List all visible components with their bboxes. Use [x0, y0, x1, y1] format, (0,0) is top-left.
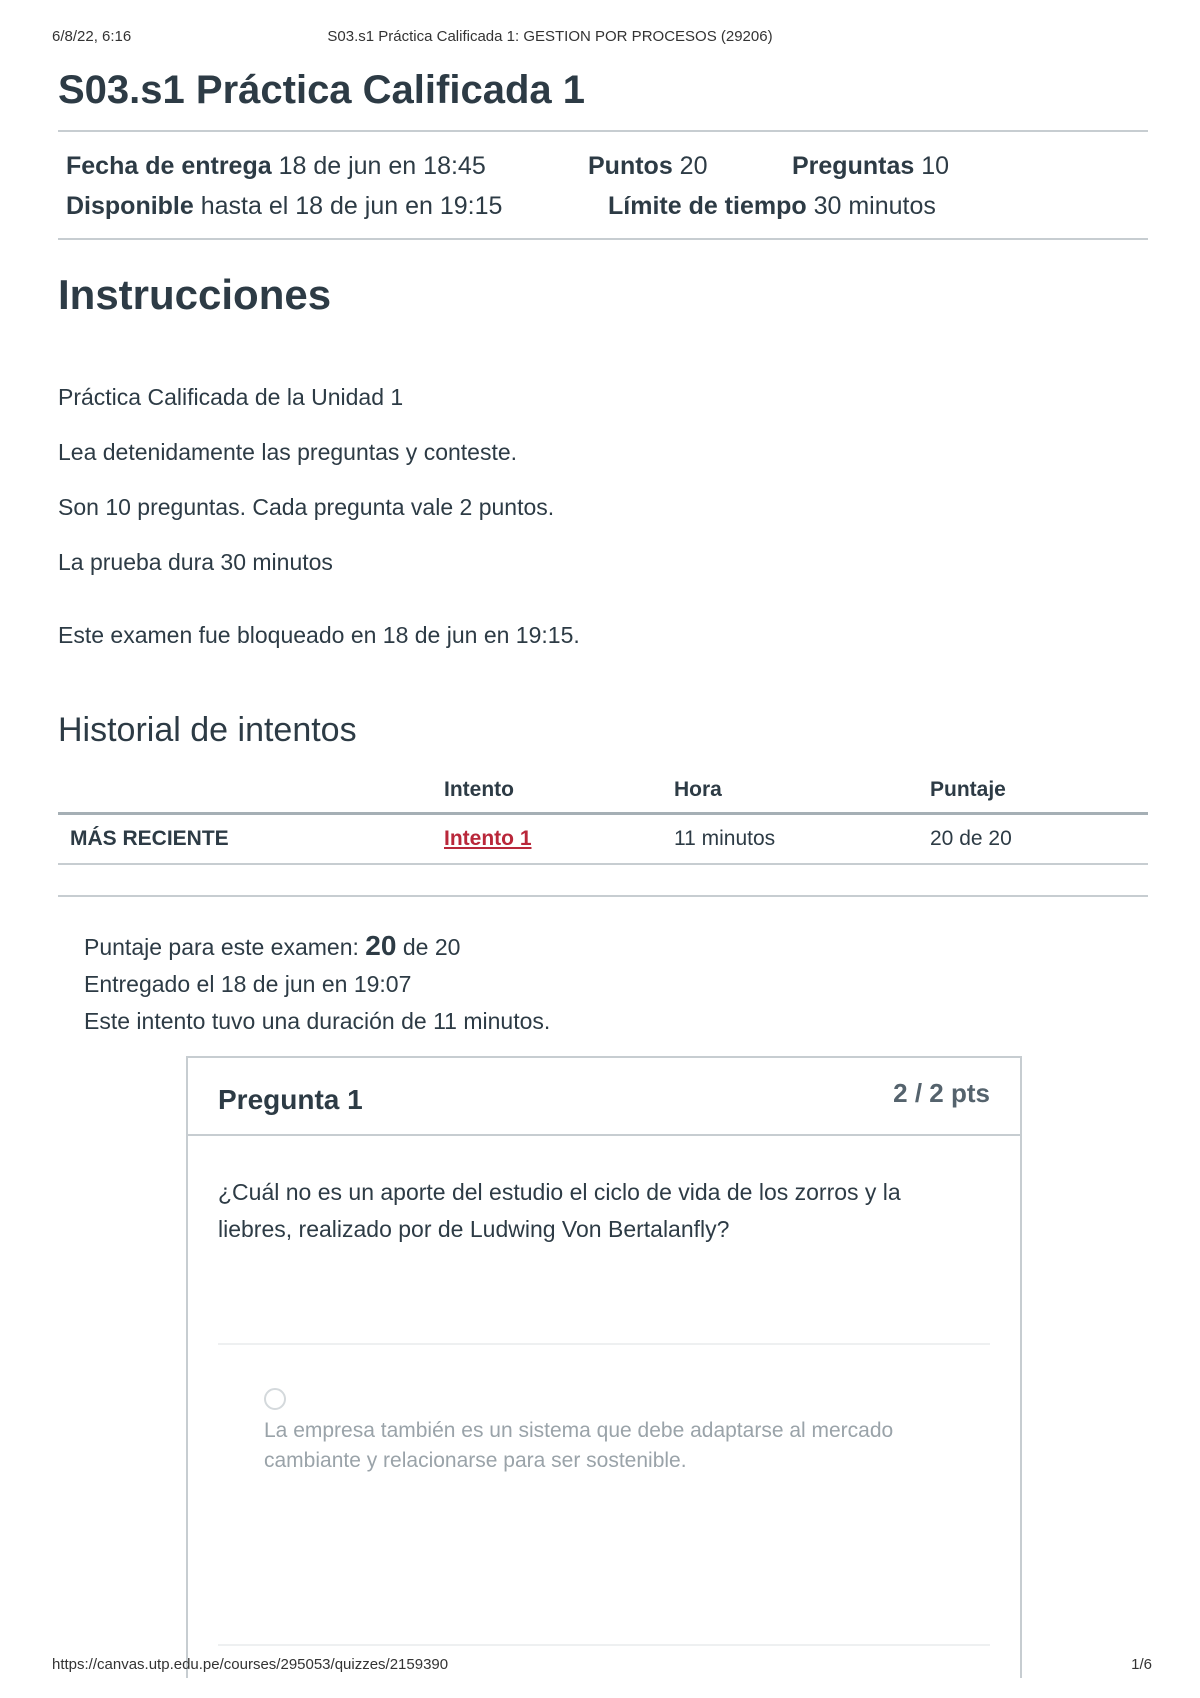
divider: [218, 1644, 990, 1646]
time-limit-label: Límite de tiempo: [608, 192, 807, 220]
score-cell: 20 de 20: [918, 814, 1148, 865]
time-limit-value: 30 minutos: [813, 192, 936, 220]
instruction-line: La prueba dura 30 minutos: [58, 549, 333, 575]
table-row: [58, 814, 1148, 865]
question-text: ¿Cuál no es un aporte del estudio el ciclo de vida de los zorros y la liebres, realizado por de Ludwing Von Bertalanfly?: [218, 1179, 901, 1242]
question-points: 2 / 2 pts: [893, 1078, 990, 1108]
quiz-details: [58, 132, 1148, 238]
most-recent-label: MÁS RECIENTE: [58, 814, 432, 865]
print-date: 6/8/22, 6:16: [52, 28, 132, 45]
available-label: Disponible: [66, 192, 194, 220]
answer-option: [264, 1388, 944, 1476]
divider: [218, 1343, 990, 1345]
column-header-time: Hora: [662, 776, 918, 814]
questions-label: Preguntas: [792, 152, 915, 180]
attempt-cell: [432, 814, 662, 865]
score-line: [84, 927, 1148, 966]
instruction-line: Son 10 preguntas. Cada pregunta vale 2 puntos.: [58, 494, 555, 520]
column-header-attempt: Intento: [432, 776, 662, 814]
answer-text: La empresa también es un sistema que debe adaptarse al mercado cambiante y relacionarse para ser sostenible.: [264, 1419, 894, 1472]
due-date: [66, 152, 486, 181]
score-suffix: de 20: [402, 934, 461, 960]
history-heading: Historial de intentos: [58, 711, 357, 749]
instruction-line: Lea detenidamente las preguntas y conteste.: [58, 439, 518, 465]
print-footer: [0, 1656, 1200, 1676]
page-number: 1/6: [1131, 1656, 1152, 1673]
due-value: 18 de jun en 18:45: [278, 152, 486, 180]
submitted-line: Entregado el 18 de jun en 19:07: [84, 971, 412, 997]
score-summary: [58, 895, 1148, 1040]
time-cell: 11 minutos: [662, 814, 918, 865]
score-value: 20: [365, 930, 397, 961]
print-document-title: S03.s1 Práctica Calificada 1: GESTION POR PROCESOS (29206): [327, 28, 773, 45]
points-value: 20: [679, 152, 708, 180]
question-title: Pregunta 1: [218, 1084, 363, 1115]
questions-count: [792, 152, 949, 181]
instructions-heading: Instrucciones: [58, 271, 332, 318]
instruction-line: Práctica Calificada de la Unidad 1: [58, 384, 404, 410]
attempt-history-table: [58, 776, 1148, 865]
question-header: [188, 1058, 1020, 1136]
attempt-link[interactable]: Intento 1: [444, 827, 532, 850]
print-header: [0, 28, 1200, 48]
page-url: https://canvas.utp.edu.pe/courses/295053/quizzes/2159390: [52, 1656, 449, 1673]
instructions-body: [58, 370, 1148, 590]
column-header-score: Puntaje: [918, 776, 1148, 814]
score-prefix: Puntaje para este examen:: [84, 934, 359, 960]
availability: [66, 192, 502, 221]
available-value: hasta el 18 de jun en 19:15: [200, 192, 503, 220]
locked-notice: Este examen fue bloqueado en 18 de jun en 19:15.: [58, 622, 580, 648]
due-label: Fecha de entrega: [66, 152, 272, 180]
duration-line: Este intento tuvo una duración de 11 minutos.: [84, 1008, 551, 1034]
points-label: Puntos: [588, 152, 673, 180]
table-header-row: [58, 776, 1148, 814]
questions-value: 10: [921, 152, 950, 180]
quiz-content: [58, 60, 1148, 1040]
column-header: [58, 776, 432, 814]
question-card: [186, 1056, 1022, 1678]
points: [588, 152, 707, 181]
page-title: S03.s1 Práctica Calificada 1: [58, 68, 585, 112]
time-limit: [608, 192, 936, 221]
radio-button[interactable]: [264, 1388, 286, 1410]
